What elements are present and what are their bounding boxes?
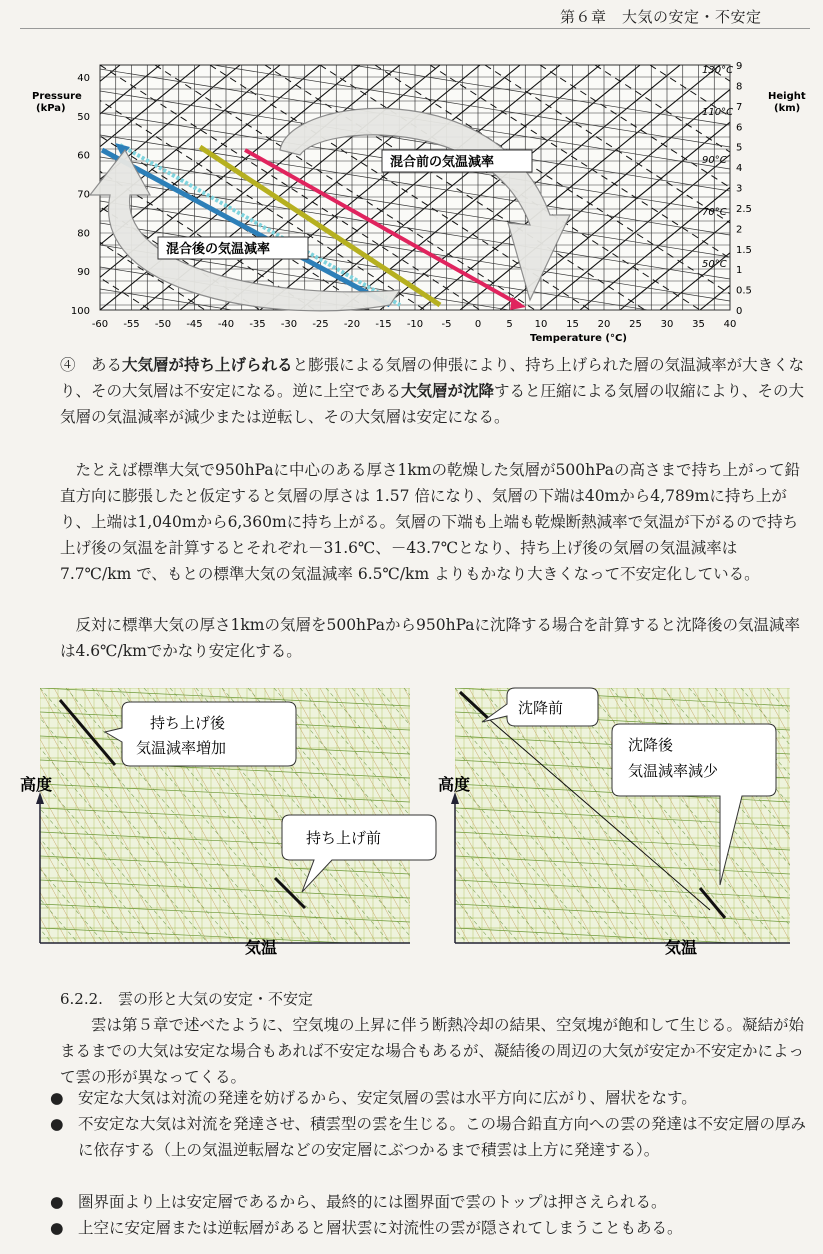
temperature-tick-label: -50 <box>154 319 172 330</box>
bubble-before-lift-text: 持ち上げ前 <box>306 829 382 847</box>
bullet-item: ● 上空に安定層または逆転層があると層状雲に対流性の雲が隠されてしまうこともある。 <box>60 1215 810 1241</box>
height-axis-label: Height <box>768 91 806 102</box>
para4-text: 雲は第５章で述べたように、空気塊の上昇に伴う断熱冷却の結果、空気塊が飽和して生じる。凝結が始まるまでの大気は安定な場合もあれば不安定な場合もあるが、凝結後の周辺の大気が安定か不安定かによって雲の形が異なってくる。 <box>60 1016 805 1086</box>
temperature-tick-label: -60 <box>91 319 109 330</box>
bubble-after-lift-line2: 気温減率増加 <box>136 739 227 757</box>
section-heading <box>60 988 313 1009</box>
temperature-tick-label: 0 <box>474 319 482 330</box>
section-title: 雲の形と大気の安定・不安定 <box>117 990 313 1008</box>
temperature-tick-label: -15 <box>375 319 392 330</box>
temperature-tick-label: -45 <box>186 319 203 330</box>
temperature-tick-label: -40 <box>217 319 235 330</box>
label-before-mixing: 混合前の気温減率 <box>390 155 495 170</box>
temperature-tick-label: 40 <box>723 319 737 330</box>
para1-bold-a: 大気層が持ち上げられる <box>122 355 293 374</box>
bullet-text: 圏界面より上は安定層であるから、最終的には圏界面で雲のトップは押さえられる。 <box>78 1193 667 1211</box>
height-tick-label: 5 <box>736 142 743 154</box>
temperature-tick-label: -5 <box>441 319 452 330</box>
height-tick-label: 9 <box>736 61 743 72</box>
bubble-before-subsidence-text: 沈降前 <box>518 699 564 717</box>
height-tick-label: 0.5 <box>736 285 752 297</box>
temperature-ticks <box>92 319 737 330</box>
para1-bold-b: 大気層が沈降 <box>401 381 495 400</box>
bullet-text: 上空に安定層または逆転層があると層状雲に対流性の雲が隠されてしまうこともある。 <box>78 1219 683 1237</box>
temperature-tick-label: -35 <box>249 319 266 330</box>
left-x-label: 気温 <box>245 938 278 957</box>
para2-text: たとえば標準大気で950hPaに中心のある厚さ1kmの乾燥した気層が500hPaの高さまで持ち上がって鉛直方向に膨張したと仮定すると気層の厚さは 1.57 倍になり、気層の下端は40mから4,789mに持ち上がり、上端は1,040mから6,360mに持ち上がる。気層の下端も上端も乾燥断熱減率で気温が下がるので持ち上げ後の気温を計算するとそれぞれ－31.6℃、－43.7℃となり、持ち上げ後の気層の気温減率は 7.7℃/km で、もとの標準大気の気温減率 6.5℃/km よりもかなり大きくなって不安定化している。 <box>60 461 801 583</box>
chapter-header: 第６章 大気の安定・不安定 <box>560 8 762 26</box>
label-after-mixing: 混合後の気温減率 <box>166 242 271 257</box>
temperature-tick-label: 25 <box>629 319 642 330</box>
height-tick-label: 7 <box>736 101 743 113</box>
right-y-label: 高度 <box>438 775 471 794</box>
temperature-tick-label: 15 <box>566 319 579 330</box>
pressure-ticks <box>71 73 90 317</box>
isotherm-label: 90°C <box>702 155 727 166</box>
isotherm-label: 70°C <box>702 207 727 218</box>
emagram-figure <box>30 55 810 345</box>
isotherm-label: 130°C <box>702 65 734 76</box>
height-axis-unit: (km) <box>774 103 801 114</box>
section-number: 6.2.2. <box>60 990 103 1008</box>
para1-text-c: すると圧縮による気層の収縮により、その大気層の気温減率が減少または逆転し、その大気層は安定になる。 <box>60 382 805 426</box>
bullet-item: ● 圏界面より上は安定層であるから、最終的には圏界面で雲のトップは押さえられる。 <box>60 1189 810 1215</box>
isotherm-label: 110°C <box>702 107 734 118</box>
bubble-after-lift-line1: 持ち上げ後 <box>150 714 226 732</box>
pressure-tick-label: 80 <box>77 228 90 240</box>
temperature-tick-label: 5 <box>506 319 513 330</box>
bullet-text: 不安定な大気は対流を発達させ、積雲型の雲を生じる。この場合鉛直方向への雲の発達は不安定層の厚みに依存する（上の気温逆転層などの安定層にぶつかるまで積雲は上方に発達する）。 <box>78 1115 807 1159</box>
temperature-tick-label: -10 <box>406 319 424 330</box>
bullet-text: 安定な大気は対流の発達を妨げるから、安定気層の雲は水平方向に広がり、層状をなす。 <box>78 1089 697 1107</box>
pressure-tick-label: 100 <box>70 306 90 317</box>
pressure-tick-label: 50 <box>77 111 90 123</box>
temperature-tick-label: -30 <box>280 319 298 330</box>
lift-subsidence-figures <box>20 680 810 980</box>
height-tick-label: 4 <box>736 163 743 175</box>
para1-text-a: ある <box>91 356 123 374</box>
height-tick-label: 2 <box>736 224 743 236</box>
temperature-tick-label: -20 <box>343 319 361 330</box>
pressure-tick-label: 60 <box>77 150 90 162</box>
bullet-item: ● 安定な大気は対流の発達を妨げるから、安定気層の雲は水平方向に広がり、層状をなす。 <box>60 1085 810 1111</box>
bullet-item: ● 不安定な大気は対流を発達させ、積雲型の雲を生じる。この場合鉛直方向への雲の発達は不安定層の厚みに依存する（上の気温逆転層などの安定層にぶつかるまで積雲は上方に発達する）。 <box>60 1111 810 1163</box>
para3-text: 反対に標準大気の厚さ1kmの気層を500hPaから950hPaに沈降する場合を計算すると沈降後の気温減率は4.6℃/kmでかなり安定化する。 <box>60 616 801 660</box>
right-x-label: 気温 <box>665 938 698 957</box>
paragraph-3 <box>60 612 805 664</box>
height-tick-label: 3 <box>736 183 743 195</box>
paragraph-1 <box>60 352 805 430</box>
header-rule <box>20 28 810 29</box>
bubble-after-subsidence-line2: 気温減率減少 <box>628 762 719 780</box>
height-tick-label: 1.5 <box>736 244 752 256</box>
bubble-after-subsidence-line1: 沈降後 <box>628 736 674 754</box>
height-tick-label: 2.5 <box>736 203 752 215</box>
height-tick-label: 0 <box>736 306 743 317</box>
left-y-label: 高度 <box>20 775 53 794</box>
paragraph-2 <box>60 457 805 587</box>
height-ticks <box>736 61 752 317</box>
temperature-tick-label: 20 <box>597 319 611 330</box>
height-tick-label: 6 <box>736 122 743 134</box>
pressure-tick-label: 40 <box>77 73 90 84</box>
paragraph-4 <box>60 1012 805 1090</box>
temperature-axis-label: Temperature (°C) <box>530 333 627 344</box>
item-marker: ④ <box>60 356 76 374</box>
height-tick-label: 8 <box>736 81 743 93</box>
height-tick-label: 1 <box>736 265 743 277</box>
temperature-tick-label: 30 <box>660 319 674 330</box>
pressure-axis-label: Pressure <box>32 91 82 102</box>
pressure-tick-label: 70 <box>77 189 90 201</box>
isotherm-label: 50°C <box>702 259 727 270</box>
temperature-tick-label: -55 <box>123 319 140 330</box>
pressure-tick-label: 90 <box>77 267 90 279</box>
temperature-tick-label: 10 <box>534 319 548 330</box>
para1-text-b: と膨張による気層の伸張により、持ち上げられた層の気温減率が大きくなり、その大気層は不安定になる。逆に上空である <box>60 356 805 400</box>
temperature-tick-label: -25 <box>312 319 329 330</box>
pressure-axis-unit: (kPa) <box>36 103 66 114</box>
temperature-tick-label: 35 <box>692 319 705 330</box>
